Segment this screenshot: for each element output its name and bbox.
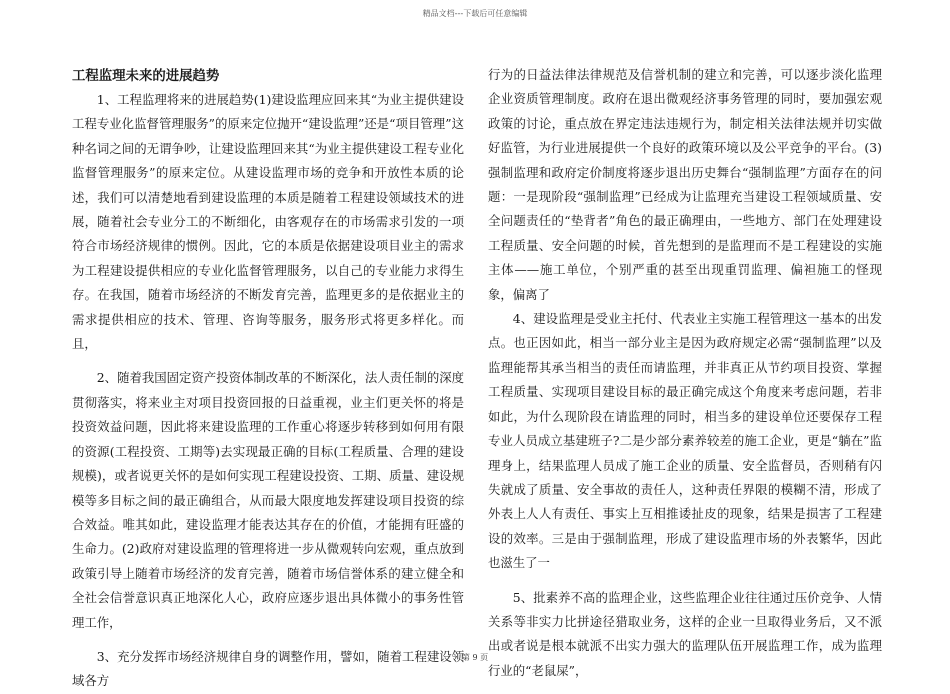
left-column [72, 66, 464, 694]
paragraph-2: 2、随着我国固定资产投资体制改革的不断深化，法人责任制的深度贯彻落实，将来业主对项目投资回报的日益重视，业主们更关怀的将是投资效益问题，因此将来建设监理的工作重心将逐步转移到如何用有限的资源(工程投资、工期等)去实现最正确的目标(工程质量、合理的建设规模)，或者说更关怀的是如何实现工程建设投资、工期、质量、建设规模等多目标之间的最正确组合，从而最大限度地发挥建设项目投资的综合效益。唯其如此，建设监理才能表达其存在的价值，才能拥有旺盛的生命力。(2)政府对建设监理的管理将进一步从微观转向宏观，重点放到政策引导上随着市场经济的发育完善，随着市场信誉体系的建立健全和全社会信誉意识真正地深化人心，政府应逐步退出具体微小的事务性管理工作， [72, 370, 465, 630]
article-title: 工程监理未来的进展趋势 [72, 69, 220, 84]
page-header: 精品文档---下载后可任意编辑 [422, 9, 528, 18]
paragraph-3: 3、充分发挥市场经济规律自身的调整作用，譬如，随着工程建设领域各方 [72, 648, 465, 689]
paragraph-3-continued: 行为的日益法律法律规范及信誉机制的建立和完善，可以逐步淡化监理企业资质管理制度。政府在退出微观经济事务管理的同时，要加强宏观政策的讨论，重点放在界定违法违规行为，制定相关法律法规并切实做好监管，为行业进展提供一个良好的政策环境以及公平竞争的平台。(3)强制监理和政府定价制度将逐步退出历史舞台“强制监理”方面存在的问题：一是现阶段“强制监理”已经成为让监理充当建设工程领域质量、安全问题责任的“垫背者”角色的最正确理由，一些地方、部门在处理建设工程质量、安全问题的时候，首先想到的是监理而不是工程建设的实施主体——施工单位，个别严重的甚至出现重罚监理、偏袒施工的怪现象，偏离了 [488, 67, 882, 302]
paragraph-5: 5、批素养不高的监理企业，这些监理企业往往通过压价竞争、人情关系等非实力比拼途径猎取业务，这样的企业一旦取得业务后，又不派出或者说是根本就派不出实力强大的监理队伍开展监理工作，成为监理行业的“老鼠屎”， [488, 589, 882, 678]
paragraph-1: 1、工程监理将来的进展趋势(1)建设监理应回来其“为业主提供建设工程专业化监督管理服务”的原来定位抛开“建设监理”还是“项目管理”这种名词之间的无谓争吵，让建设监理回来其“为业主提供建设工程专业化监督管理服务”的原来定位。从建设监理市场的竞争和开放性本质的论述，我们可以清楚地看到建设监理的本质是随着工程建设领域技术的进展，随着社会专业分工的不断细化，由客观存在的市场需求引发的一项符合市场经济规律的惯例。因此，它的本质是依据建设项目业主的需求为工程建设提供相应的专业化监督管理服务，以自己的专业能力求得生存。在我国，随着市场经济的不断发育完善，监理更多的是依据业主的需求提供相应的技术、管理、咨询等服务，服务形式将更多样化。而且， [72, 92, 464, 352]
page-number: 第 9 页 [461, 653, 489, 662]
paragraph-4: 4、建设监理是受业主托付、代表业主实施工程管理这一基本的出发点。也正因如此，相当一部分业主是因为政府规定必需“强制监理”以及监理能帮其承当相当的责任而请监理，并非真正从节约项目投资、掌握工程质量、实现项目建设目标的最正确完成这个角度来考虑问题，若非如此，为什么现阶段在请监理的同时，相当多的建设单位还要保存工程专业人员成立基建班子?二是少部分素养较差的施工企业，更是“躺在”监理身上，结果监理人员成了施工企业的质量、安全监督员，否则稍有闪失就成了质量、安全事故的责任人，这种责任界限的模糊不清，形成了外表上人人有责任、事实上互相推诿扯皮的现象，结果是损害了工程建设的效率。三是由于强制监理，形成了建设监理市场的外表繁华，因此也滋生了一 [488, 311, 882, 571]
right-column [488, 63, 882, 683]
